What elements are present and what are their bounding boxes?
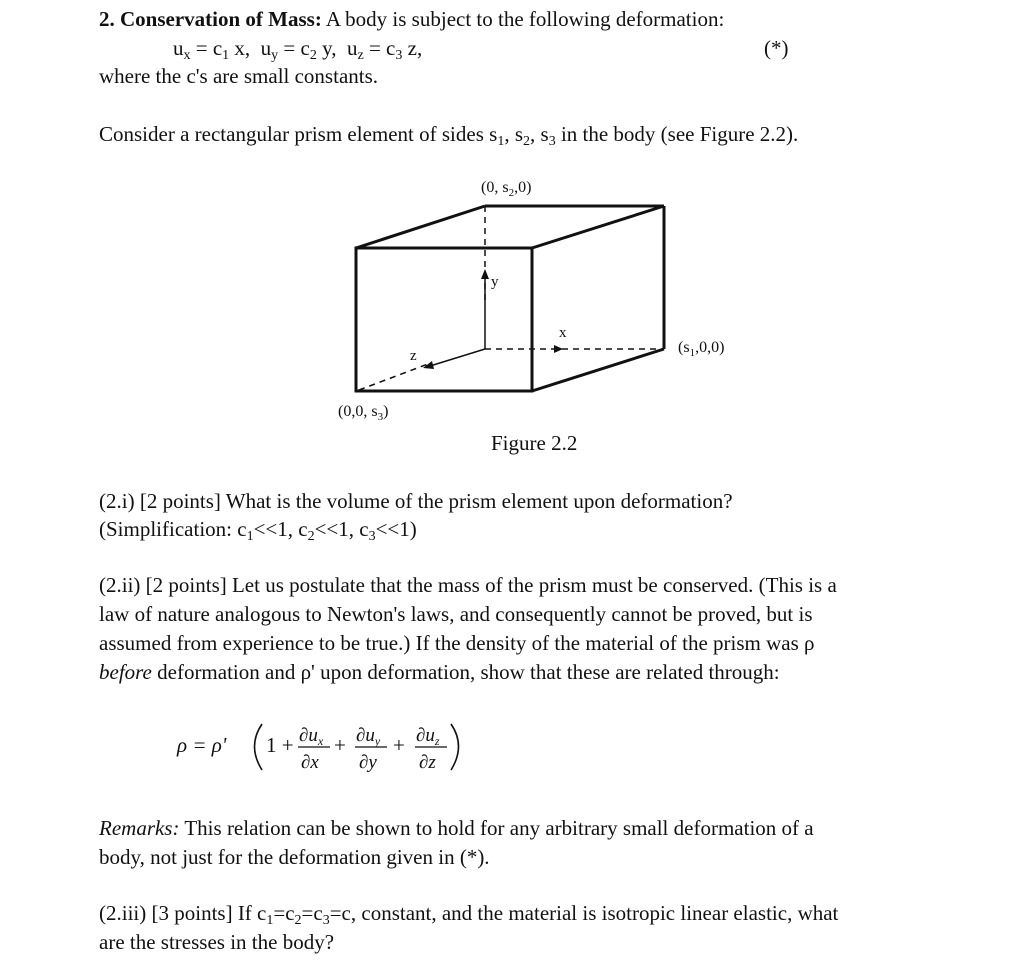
- remarks-line1: Remarks: This relation can be shown to hold for any arbitrary small deformation of a: [99, 816, 814, 840]
- q2-line1: (2.ii) [2 points] Let us postulate that the mass of the prism must be conserved. (This is a: [99, 573, 837, 597]
- q1-line1: (2.i) [2 points] What is the volume of the prism element upon deformation?: [99, 489, 733, 513]
- frac3-den: ∂z: [419, 752, 436, 773]
- problem-title: 2. Conservation of Mass:: [99, 7, 322, 31]
- formula-one: 1 +: [266, 733, 294, 757]
- right-paren: [451, 724, 459, 770]
- formula-lhs: ρ = ρ': [177, 733, 227, 757]
- problem-intro: A body is subject to the following deformation:: [325, 7, 725, 31]
- q3-line2: are the stresses in the body?: [99, 930, 335, 954]
- equation-tag: (*): [764, 36, 789, 60]
- frac3-num: $\partial u_z$: [416, 725, 440, 748]
- label-top-vertex: (0, $s_2,0$): [481, 179, 532, 199]
- left-paren: [255, 724, 263, 770]
- q1-line2: (Simplification: $c_1<<1$, $c_2<<1$, $c_3<<1$): [99, 517, 417, 544]
- where-text: where the c's are small constants.: [99, 64, 379, 88]
- consider-text: Consider a rectangular prism element of sides $s_1$, $s_2$, $s_3$ in the body (see Figure 2.2).: [99, 122, 799, 149]
- q2-line2: law of nature analogous to Newton's laws, and consequently cannot be proved, but is: [99, 602, 813, 626]
- formula-plus1: +: [334, 733, 346, 757]
- axis-z-label: z: [410, 348, 417, 364]
- frac1-num: $\partial u_x$: [299, 725, 324, 748]
- formula-plus2: +: [393, 733, 405, 757]
- q2-line3: assumed from experience to be true.) If the density of the material of the prism was ρ: [99, 631, 815, 655]
- q2-line4: before deformation and ρ' upon deformation, show that these are related through:: [99, 660, 780, 684]
- frac2-num: $\partial u_y$: [356, 725, 381, 748]
- q3-line1: (2.iii) [3 points] If $c_1=c_2=c_3=c$, constant, and the material is isotropic linear elastic, what: [99, 901, 839, 928]
- remarks-line2: body, not just for the deformation given in (*).: [99, 845, 490, 869]
- axis-y-label: y: [491, 274, 499, 290]
- figure-caption: Figure 2.2: [491, 431, 578, 455]
- label-right-vertex: $(s_1,0,0)$: [678, 339, 725, 359]
- frac2-den: ∂y: [359, 752, 377, 773]
- deformation-equations: $u_x = c_1$ x, $u_y = c_2$ y, $u_z = c_3$ z,: [173, 36, 423, 63]
- axis-x-label: x: [559, 325, 567, 341]
- label-bottom-vertex: (0,0, $s_3$): [338, 403, 389, 423]
- frac1-den: ∂x: [301, 752, 319, 773]
